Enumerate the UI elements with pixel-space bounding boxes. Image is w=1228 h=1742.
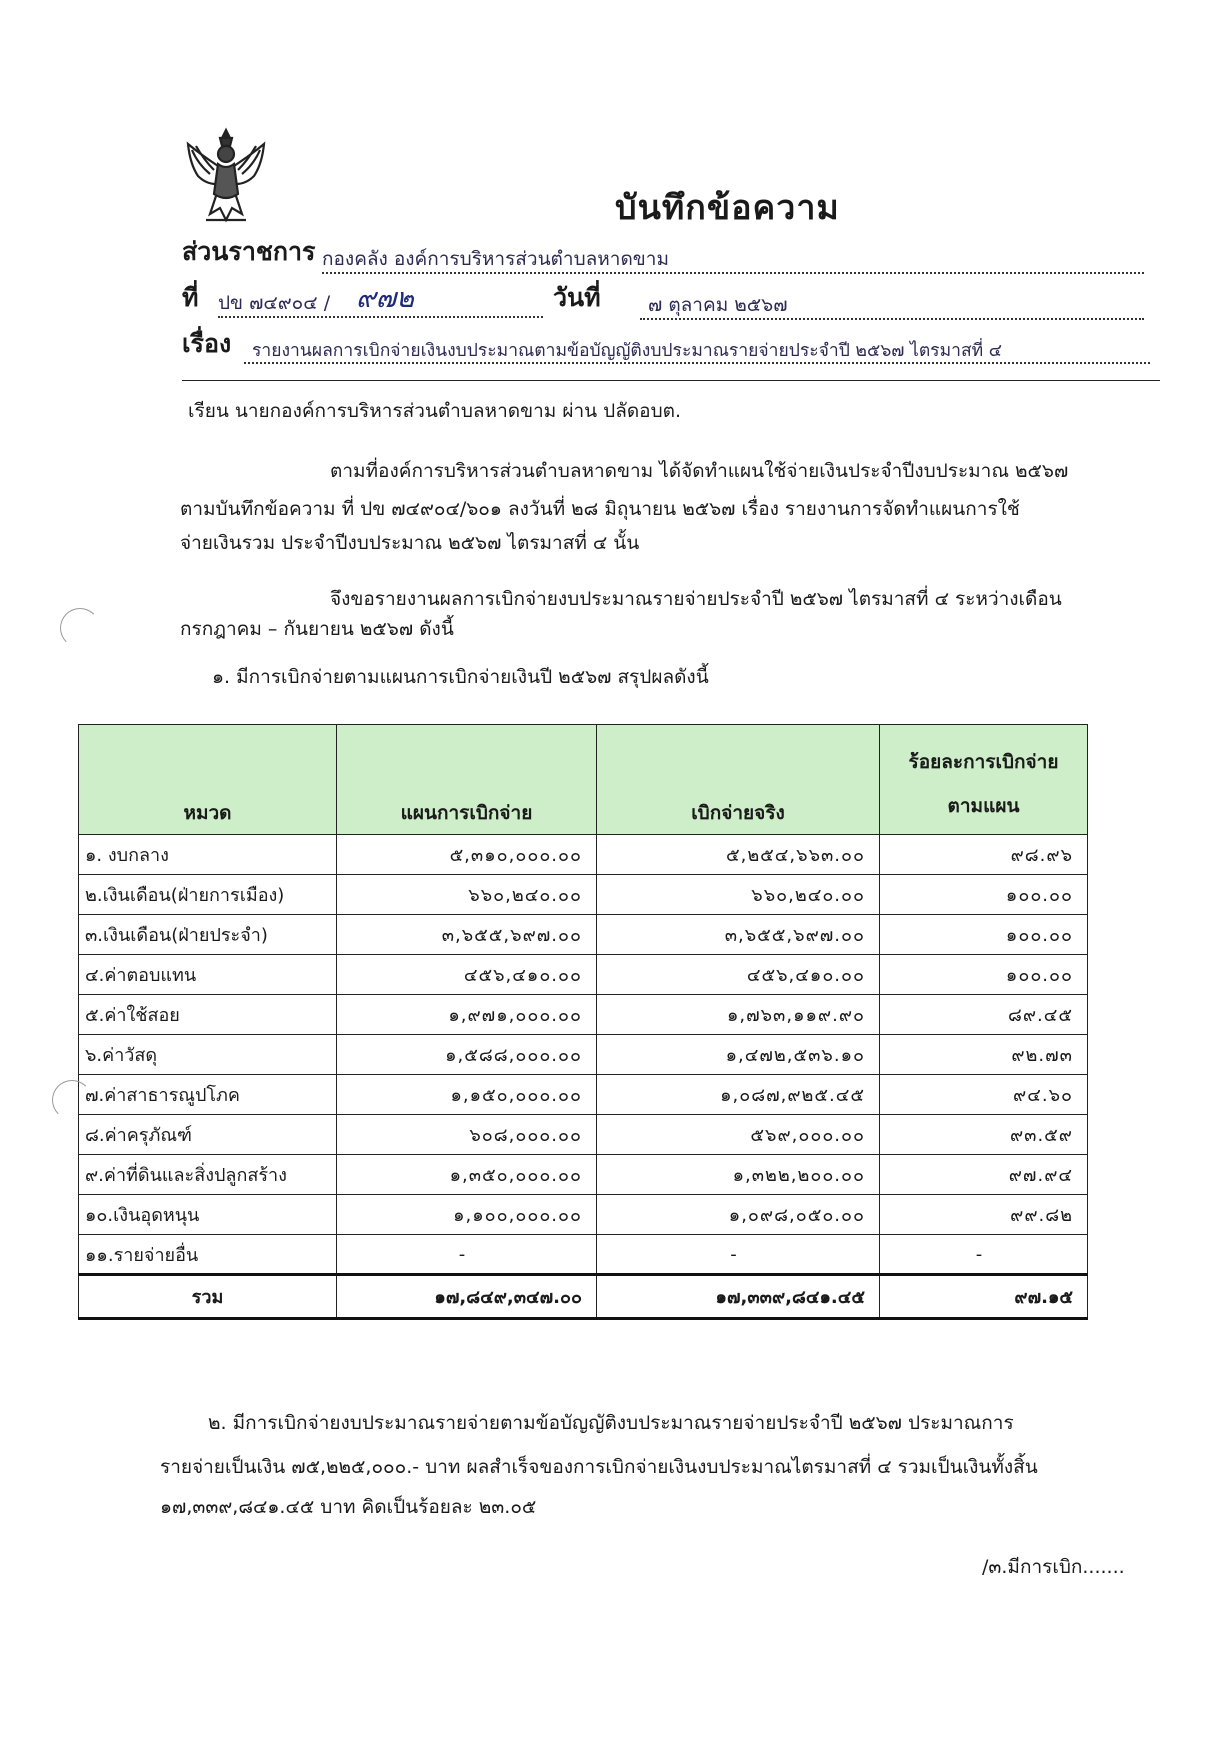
total-label: รวม — [79, 1275, 337, 1319]
total-percent: ๙๗.๑๕ — [880, 1275, 1088, 1319]
table-header-row — [79, 725, 1088, 835]
row-percent: ๑๐๐.๐๐ — [880, 955, 1088, 995]
row-percent: ๙๒.๗๓ — [880, 1035, 1088, 1075]
row-percent: ๙๔.๖๐ — [880, 1075, 1088, 1115]
row-plan: - — [337, 1235, 597, 1275]
row-percent: ๙๗.๙๔ — [880, 1155, 1088, 1195]
table-row — [79, 1195, 1088, 1235]
item-2-line-2: รายจ่ายเป็นเงิน ๗๕,๒๒๕,๐๐๐.- บาท ผลสำเร็จของการเบิกจ่ายเงินงบประมาณไตรมาสที่ ๔ รวมเป็นเงินทั้งสิ้น — [160, 1456, 1038, 1478]
row-percent: - — [880, 1235, 1088, 1275]
row-percent: ๙๓.๕๙ — [880, 1115, 1088, 1155]
row-category: ๑๑.รายจ่ายอื่น — [79, 1235, 337, 1275]
paragraph-2-line-1: จึงขอรายงานผลการเบิกจ่ายงบประมาณรายจ่ายประจำปี ๒๕๖๗ ไตรมาสที่ ๔ ระหว่างเดือน — [330, 588, 1062, 610]
row-actual: ๖๖๐,๒๔๐.๐๐ — [597, 875, 880, 915]
row-plan: ๓,๖๕๕,๖๙๗.๐๐ — [337, 915, 597, 955]
garuda-emblem-icon — [180, 124, 272, 228]
row-plan: ๖๐๘,๐๐๐.๐๐ — [337, 1115, 597, 1155]
header-percent — [880, 725, 1088, 835]
continued-next-page: /๓.มีการเบิก....... — [982, 1556, 1125, 1578]
paragraph-1-line-1: ตามที่องค์การบริหารส่วนตำบลหาดขาม ได้จัดทำแผนใช้จ่ายเงินประจำปีงบประมาณ ๒๕๖๗ — [330, 460, 1069, 482]
row-category: ๙.ค่าที่ดินและสิ่งปลูกสร้าง — [79, 1155, 337, 1195]
memo-title: บันทึกข้อความ — [615, 188, 840, 228]
paragraph-1-line-2: ตามบันทึกข้อความ ที่ ปข ๗๔๙๐๔/๖๐๑ ลงวันที่ ๒๘ มิถุนายน ๒๕๖๗ เรื่อง รายงานการจัดทำแผนการใช้ — [180, 498, 1020, 520]
item-2-line-1: ๒. มีการเบิกจ่ายงบประมาณรายจ่ายตามข้อบัญญัติงบประมาณรายจ่ายประจำปี ๒๕๖๗ ประมาณการ — [208, 1412, 1014, 1434]
table-row — [79, 835, 1088, 875]
row-plan: ๖๖๐,๒๔๐.๐๐ — [337, 875, 597, 915]
department-dotted-line — [322, 272, 1144, 274]
reference-value: ปข ๗๔๙๐๔ / — [218, 292, 331, 314]
row-actual: - — [597, 1235, 880, 1275]
disbursement-table — [78, 724, 1088, 1320]
table-row — [79, 1115, 1088, 1155]
reference-dotted-line — [218, 316, 543, 318]
row-category: ๑. งบกลาง — [79, 835, 337, 875]
row-actual: ๑,๐๙๘,๐๕๐.๐๐ — [597, 1195, 880, 1235]
date-value: ๗ ตุลาคม ๒๕๖๗ — [648, 294, 788, 316]
row-plan: ๑,๑๐๐,๐๐๐.๐๐ — [337, 1195, 597, 1235]
table-row — [79, 1235, 1088, 1275]
table-row — [79, 915, 1088, 955]
table-row — [79, 995, 1088, 1035]
date-dotted-line — [640, 318, 1144, 320]
row-category: ๓.เงินเดือน(ฝ่ายประจำ) — [79, 915, 337, 955]
row-plan: ๔๕๖,๔๑๐.๐๐ — [337, 955, 597, 995]
table-row — [79, 955, 1088, 995]
item-1-text: ๑. มีการเบิกจ่ายตามแผนการเบิกจ่ายเงินปี ๒๕๖๗ สรุปผลดังนี้ — [212, 666, 709, 688]
header-percent-line-1: ร้อยละการเบิกจ่าย — [908, 751, 1059, 773]
row-category: ๑๐.เงินอุดหนุน — [79, 1195, 337, 1235]
row-plan: ๑,๓๕๐,๐๐๐.๐๐ — [337, 1155, 597, 1195]
row-category: ๘.ค่าครุภัณฑ์ — [79, 1115, 337, 1155]
paragraph-2-line-2: กรกฎาคม – กันยายน ๒๕๖๗ ดังนี้ — [180, 618, 454, 640]
row-actual: ๔๕๖,๔๑๐.๐๐ — [597, 955, 880, 995]
row-percent: ๙๙.๘๒ — [880, 1195, 1088, 1235]
total-plan: ๑๗,๘๔๙,๓๔๗.๐๐ — [337, 1275, 597, 1319]
subject-label: เรื่อง — [182, 329, 232, 358]
row-category: ๕.ค่าใช้สอย — [79, 995, 337, 1035]
row-percent: ๑๐๐.๐๐ — [880, 915, 1088, 955]
punch-hole-mark — [60, 608, 100, 648]
row-plan: ๑,๑๕๐,๐๐๐.๐๐ — [337, 1075, 597, 1115]
row-actual: ๑,๗๖๓,๑๑๙.๙๐ — [597, 995, 880, 1035]
department-value: กองคลัง องค์การบริหารส่วนตำบลหาดขาม — [322, 248, 669, 270]
row-category: ๗.ค่าสาธารณูปโภค — [79, 1075, 337, 1115]
row-plan: ๕,๓๑๐,๐๐๐.๐๐ — [337, 835, 597, 875]
row-actual: ๓,๖๕๕,๖๙๗.๐๐ — [597, 915, 880, 955]
department-label: ส่วนราชการ — [182, 237, 316, 266]
row-category: ๒.เงินเดือน(ฝ่ายการเมือง) — [79, 875, 337, 915]
row-actual: ๑,๔๗๒,๕๓๖.๑๐ — [597, 1035, 880, 1075]
header-actual: เบิกจ่ายจริง — [597, 725, 880, 835]
row-percent: ๑๐๐.๐๐ — [880, 875, 1088, 915]
row-plan: ๑,๕๘๘,๐๐๐.๐๐ — [337, 1035, 597, 1075]
header-percent-line-2: ตามแผน — [947, 795, 1020, 817]
row-actual: ๕,๒๕๔,๖๖๓.๐๐ — [597, 835, 880, 875]
table-row — [79, 1035, 1088, 1075]
subject-dotted-line — [244, 362, 1150, 364]
subject-value: รายงานผลการเบิกจ่ายเงินงบประมาณตามข้อบัญญัติงบประมาณรายจ่ายประจำปี ๒๕๖๗ ไตรมาสที่ ๔ — [252, 341, 1002, 361]
table-total-row — [79, 1275, 1088, 1319]
row-actual: ๑,๐๘๗,๙๒๕.๔๕ — [597, 1075, 880, 1115]
row-category: ๔.ค่าตอบแทน — [79, 955, 337, 995]
reference-label: ที่ — [182, 283, 199, 312]
date-label: วันที่ — [553, 283, 601, 312]
header-plan: แผนการเบิกจ่าย — [337, 725, 597, 835]
row-percent: ๙๘.๙๖ — [880, 835, 1088, 875]
table-row — [79, 875, 1088, 915]
row-actual: ๕๖๙,๐๐๐.๐๐ — [597, 1115, 880, 1155]
row-plan: ๑,๙๗๑,๐๐๐.๐๐ — [337, 995, 597, 1035]
total-actual: ๑๗,๓๓๙,๘๔๑.๔๕ — [597, 1275, 880, 1319]
item-2-line-3: ๑๗,๓๓๙,๘๔๑.๔๕ บาท คิดเป็นร้อยละ ๒๓.๐๕ — [160, 1496, 537, 1518]
row-actual: ๑,๓๒๒,๒๐๐.๐๐ — [597, 1155, 880, 1195]
paragraph-1-line-3: จ่ายเงินรวม ประจำปีงบประมาณ ๒๕๖๗ ไตรมาสที่ ๔ นั้น — [180, 532, 640, 554]
row-category: ๖.ค่าวัสดุ — [79, 1035, 337, 1075]
reference-handwritten-number: ๙๗๒ — [356, 283, 414, 314]
row-percent: ๘๙.๔๕ — [880, 995, 1088, 1035]
punch-hole-mark — [52, 1080, 92, 1120]
header-divider — [182, 380, 1160, 381]
table-row — [79, 1155, 1088, 1195]
table-row — [79, 1075, 1088, 1115]
salutation: เรียน นายกองค์การบริหารส่วนตำบลหาดขาม ผ่าน ปลัดอบต. — [188, 400, 682, 422]
header-category: หมวด — [79, 725, 337, 835]
